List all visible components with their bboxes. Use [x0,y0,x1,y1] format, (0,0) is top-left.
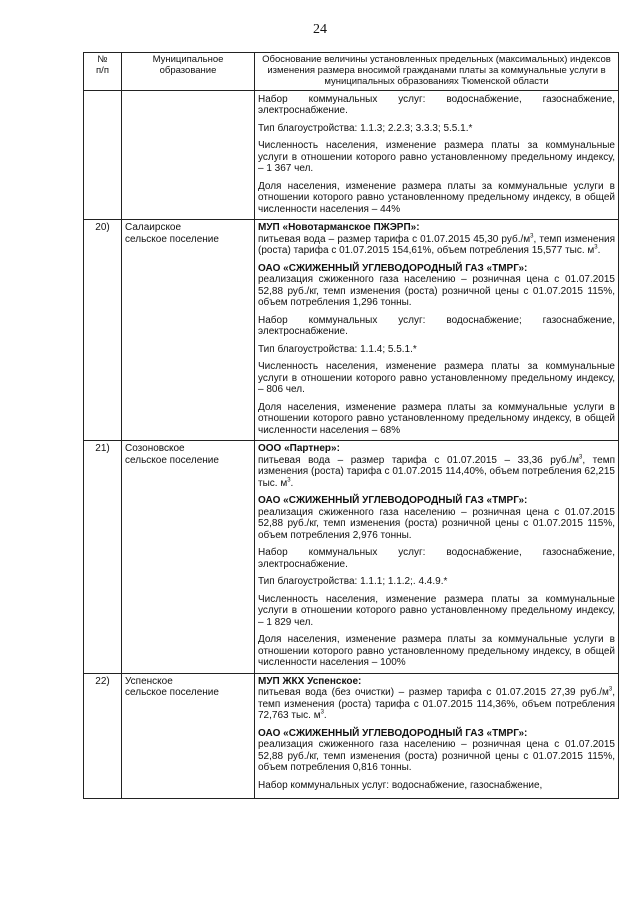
improvement-type: Тип благоустройства: 1.1.1; 1.1.2;. 4.4.9.* [258,576,448,588]
services-text: Набор коммунальных услуг: водоснабжение, газоснабжение, [258,779,543,791]
organization-name: ОАО «СЖИЖЕННЫЙ УГЛЕВОДОРОДНЫЙ ГАЗ «ТМРГ»: [258,495,528,507]
supplier-block [258,728,615,774]
services-text: Набор коммунальных услуг: водоснабжение; газоснабжение, электроснабжение. [258,314,615,338]
municipality-name: Успенское сельское поселение [122,673,255,798]
tariff-text: реализация сжиженного газа населению – розничная цена с 01.07.2015 52,88 руб./кг, темп изменения (роста) розничной цены с 01.07.2015 115%, объем потребления 2,976 тонны. [258,506,615,541]
organization-name: ОАО «СЖИЖЕННЫЙ УГЛЕВОДОРОДНЫЙ ГАЗ «ТМРГ»: [258,727,528,739]
organization-name: ООО «Партнер»: [258,443,340,455]
page-number: 24 [313,22,327,37]
tariff-text: питьевая вода – размер тарифа с 01.07.2015 45,30 руб./м [258,233,531,245]
population-count: Численность населения, изменение размера платы за коммунальные услуги в отношении которого равно установленному предельному индексу, – 1 829 чел. [258,593,615,628]
tariff-text: реализация сжиженного газа населению – розничная цена с 01.07.2015 52,88 руб./кг, темп изменения (роста) розничной цены с 01.07.2015 115%, объем потребления 1,296 тонны. [258,274,615,309]
table-row-continuation [84,90,619,220]
organization-name: МУП «Новотарманское ПЖЭРП»: [258,222,420,234]
row-number: 22) [84,673,122,798]
justification-cell [255,441,619,674]
municipality-name: Салаирское сельское поселение [122,220,255,441]
column-header-justification: Обоснование величины установленных предельных (максимальных) индексов изменения размера вносимой гражданами платы за коммунальные услуги в муниципальных образованиях Тюменской области [255,53,619,91]
tariff-text: реализация сжиженного газа населению – розничная цена с 01.07.2015 52,88 руб./кг, темп изменения (роста) розничной цены с 01.07.2015 115%, объем потребления 0,816 тонны. [258,739,615,774]
organization-name: МУП ЖКХ Успенское: [258,675,362,687]
organization-name: ОАО «СЖИЖЕННЫЙ УГЛЕВОДОРОДНЫЙ ГАЗ «ТМРГ»: [258,262,528,274]
services-text: Набор коммунальных услуг: водоснабжение, газоснабжение, электроснабжение. [258,93,615,117]
services-text: Набор коммунальных услуг: водоснабжение, газоснабжение, электроснабжение. [258,547,615,570]
tariff-text: питьевая вода (без очистки) – размер тарифа с 01.07.2015 27,39 руб./м [258,687,609,699]
row-number: 21) [84,441,122,674]
column-header-municipality: Муниципальное образование [122,53,255,91]
table-row [84,673,619,798]
population-count: Численность населения, изменение размера платы за коммунальные услуги в отношении которого равно установленному предельному индексу, – 806 чел. [258,361,615,396]
tariff-table [83,52,619,799]
supplier-block: МУП ЖКХ Успенское: питьевая вода (без очистки) – размер тарифа с 01.07.2015 27,39 $руб./м^3$, темп изменения (роста) тарифа с 01.07.2015 114,36%, объем потребления 72,763 тыс. $м^3$. [258,675,615,722]
tariff-text: питьевая вода – размер тарифа с 01.07.2015 – 33,36 руб./м [258,454,579,466]
table-row [84,441,619,674]
population-share: Доля населения, изменение размера платы за коммунальные услуги в отношении которого равно установленному предельному индексу, в общей численности населения – 100% [258,634,615,669]
supplier-block: МУП «Новотарманское ПЖЭРП»: питьевая вода – размер тарифа с 01.07.2015 45,30 $руб./м^3$, темп изменения (роста) тарифа с 01.07.2015 154,61%, объем потребления 15,577 тыс. $м^3$. [258,222,616,257]
population-share: Доля населения, изменение размера платы за коммунальные услуги в отношении которого равно установленному предельному индексу, в общей численности населения – 68% [258,401,615,436]
supplier-block [258,263,615,309]
supplier-block [258,495,615,541]
population-share: Доля населения, изменение размера платы за коммунальные услуги в отношении которого равно установленному предельному индексу, в общей численности населения – 44% [258,180,615,215]
improvement-type: Тип благоустройства: 1.1.3; 2.2.3; 3.3.3; 5.5.1.* [258,122,473,134]
table-row [84,220,619,441]
justification-cell [255,90,619,220]
supplier-block: ООО «Партнер»: питьевая вода – размер тарифа с 01.07.2015 – 33,36 $руб./м^3$, темп изменения (роста) тарифа с 01.07.2015 114,40%, объем потребления 62,215 тыс. $м^3$. [258,443,615,489]
column-header-number: № п/п [84,53,122,91]
table-header-row [84,53,619,91]
municipality-name: Созоновское сельское поселение [122,441,255,674]
improvement-type: Тип благоустройства: 1.1.4; 5.5.1.* [258,343,417,355]
row-number: 20) [84,220,122,441]
justification-cell [255,220,619,441]
population-count: Численность населения, изменение размера платы за коммунальные услуги в отношении которого равно установленному предельному индексу, – 1 367 чел. [258,140,615,175]
justification-cell [255,673,619,798]
